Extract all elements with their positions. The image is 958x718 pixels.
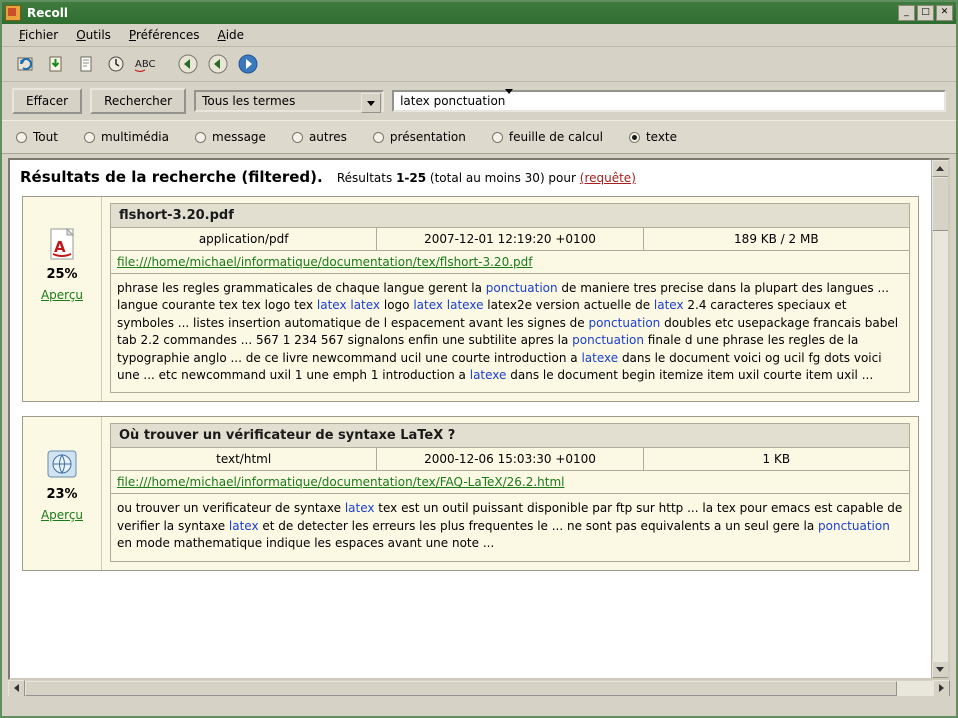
menu-bar — [2, 24, 956, 47]
result-meta — [110, 448, 910, 471]
svg-text:ABC: ABC — [135, 59, 156, 70]
minimize-button[interactable]: _ — [898, 5, 915, 21]
result-size: 189 KB / 2 MB — [734, 232, 819, 246]
result-url-link[interactable]: file:///home/michael/informatique/documentation/tex/flshort-3.20.pdf — [117, 255, 533, 269]
search-mode-value: Tous les termes — [202, 94, 296, 108]
update-index-icon[interactable] — [12, 50, 40, 78]
result-item — [22, 416, 919, 570]
category-filter-bar — [2, 120, 956, 154]
results-title: Résultats de la recherche (filtered). — [20, 168, 323, 186]
recoll-app-icon — [5, 5, 21, 21]
filter-texte-label: texte — [645, 130, 678, 144]
scroll-down-button[interactable] — [932, 661, 949, 678]
scroll-track[interactable] — [933, 231, 948, 661]
menu-outils[interactable]: Outils — [76, 28, 111, 42]
result-size: 1 KB — [762, 452, 791, 467]
menu-aide[interactable]: Aide — [217, 28, 245, 42]
radio-autres-icon[interactable] — [292, 132, 303, 143]
menu-preferences[interactable]: Préférences — [128, 28, 200, 42]
results-horizontal-scrollbar[interactable] — [8, 680, 950, 696]
search-mode-combo[interactable] — [194, 90, 384, 112]
filter-autres-label: autres — [308, 130, 347, 144]
menu-fichier[interactable]: Fichier — [19, 28, 59, 42]
result-url-link[interactable]: file:///home/michael/informatique/documentation/tex/FAQ-LaTeX/26.2.html — [117, 475, 565, 490]
result-title[interactable]: flshort-3.20.pdf — [110, 203, 910, 228]
result-snippet: phrase les regles grammaticales de chaque langue gerent la ponctuation de maniere tres precise dans la plupart des langues ... langue courante tex tex logo tex latex latex logo latex latexe latex2e version actuelle de latex 2.4 caracteres speciaux et symboles ... listes insertion automatique de l espacement avant les signes de ponctuation doubles etc usepackage francais babel tab 2.2 commandes ... 567 1 234 567 signalons enfin une subtilite apres la ponctuation finale d une phrase les regles de la typographie anglo ... de ce livre newcommand ucil une courte introduction a latexe dans le document voici og ucil fg dots voici une ... etc newcommand uxil 1 une emph 1 introduction a latexe dans le document begin itemize item uxil courte item uxil ... — [110, 274, 910, 393]
results-header — [10, 160, 931, 192]
filter-feuille-de-calcul-label: feuille de calcul — [508, 130, 603, 144]
result-body — [102, 417, 918, 569]
result-url-row — [110, 251, 910, 274]
filter-texte[interactable] — [629, 130, 677, 144]
result-item — [22, 196, 919, 402]
tool-bar — [2, 47, 956, 82]
back-icon[interactable] — [204, 50, 232, 78]
radio-multimedia-icon[interactable] — [84, 132, 95, 143]
filter-presentation-label: présentation — [389, 130, 466, 144]
result-mime: text/html — [111, 448, 377, 470]
result-title[interactable]: Où trouver un vérificateur de syntaxe LaTeX ? — [110, 423, 910, 448]
document-icon[interactable] — [72, 50, 100, 78]
result-sidebar — [23, 417, 102, 569]
result-body — [102, 197, 918, 401]
window-controls — [898, 5, 953, 21]
forward-icon[interactable] — [234, 50, 262, 78]
search-input-value: latex ponctuation — [400, 94, 506, 108]
filter-message[interactable] — [195, 130, 266, 144]
html-icon — [45, 447, 79, 481]
results-list — [10, 160, 931, 678]
results-vertical-scrollbar[interactable] — [931, 160, 948, 678]
filter-presentation[interactable] — [373, 130, 466, 144]
result-snippet: ou trouver un verificateur de syntaxe latex tex est un outil puissant disponible par ftp sur http ... la tex pour emacs est capable de verifier la syntaxe latex et de detecter les erreurs les plus frequentes le ... ne sont pas equivalents a un seul gere la ponctuation en mode mathematique indique les espaces avant une note ... — [110, 494, 910, 561]
scroll-up-button[interactable] — [932, 160, 949, 177]
scroll-left-button[interactable] — [8, 680, 25, 697]
close-button[interactable]: ✕ — [936, 5, 953, 21]
preview-link[interactable]: Aperçu — [40, 288, 84, 302]
radio-feuille-de-calcul-icon[interactable] — [492, 132, 503, 143]
query-link[interactable]: (requête) — [579, 171, 636, 185]
radio-texte-icon[interactable] — [629, 132, 640, 143]
title-bar — [2, 2, 956, 24]
result-date: 2000-12-06 15:03:30 +0100 — [377, 448, 643, 470]
results-count-prefix: Résultats — [336, 171, 393, 185]
filter-multimedia[interactable] — [84, 130, 169, 144]
result-score: 23% — [46, 487, 78, 503]
radio-message-icon[interactable] — [195, 132, 206, 143]
pdf-icon — [45, 227, 79, 261]
result-url-row — [110, 471, 910, 494]
sort-icon[interactable] — [102, 50, 130, 78]
result-sidebar — [23, 197, 102, 401]
scroll-thumb[interactable] — [932, 177, 949, 231]
radio-tout-icon[interactable] — [16, 132, 27, 143]
result-score: 25% — [46, 267, 78, 282]
status-bar — [2, 696, 956, 716]
results-range: 1-25 — [396, 171, 427, 185]
result-mime: application/pdf — [111, 228, 377, 250]
result-date: 2007-12-01 12:19:20 +0100 — [377, 228, 643, 250]
result-meta — [110, 228, 910, 251]
filter-feuille-de-calcul[interactable] — [492, 130, 603, 144]
radio-presentation-icon[interactable] — [373, 132, 384, 143]
results-total: (total au moins 30) pour — [429, 171, 576, 185]
search-input[interactable] — [392, 90, 946, 112]
chevron-down-icon[interactable] — [361, 93, 381, 113]
clear-button[interactable]: Effacer — [12, 88, 82, 114]
filter-autres[interactable] — [292, 130, 347, 144]
preview-link[interactable]: Aperçu — [40, 508, 84, 523]
hscroll-thumb[interactable] — [25, 681, 897, 696]
window-title: Recoll — [27, 6, 68, 20]
filter-multimedia-label: multimédia — [100, 130, 169, 144]
spellcheck-icon[interactable] — [132, 50, 160, 78]
svg-text:A: A — [54, 238, 66, 256]
search-bar — [2, 82, 956, 120]
search-button[interactable]: Rechercher — [90, 88, 186, 114]
back-first-icon[interactable] — [174, 50, 202, 78]
maximize-button[interactable]: □ — [917, 5, 934, 21]
results-panel — [8, 158, 950, 680]
import-icon[interactable] — [42, 50, 70, 78]
filter-message-label: message — [212, 130, 266, 144]
search-history-chevron-icon[interactable] — [505, 94, 513, 108]
scroll-right-button[interactable] — [933, 680, 950, 697]
filter-tout-label: Tout — [33, 130, 58, 144]
hscroll-track[interactable] — [25, 681, 933, 696]
filter-tout[interactable] — [16, 130, 58, 144]
